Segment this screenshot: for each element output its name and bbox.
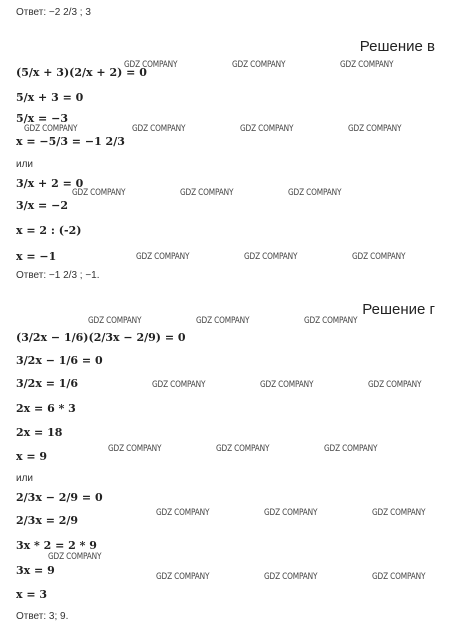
answer-v: Ответ: −1 2/3 ; −1.: [16, 270, 100, 281]
eq-v-4: x = −5/3 = −1 2/3: [16, 135, 125, 148]
watermark: GDZ COMPANY: [48, 552, 102, 562]
eq-g-8: 2/3x = 2/9: [16, 514, 79, 527]
answer-g: Ответ: 3; 9.: [16, 611, 69, 622]
watermark: GDZ COMPANY: [304, 316, 358, 326]
watermark: GDZ COMPANY: [288, 188, 342, 198]
eq-v-3: 5/x = −3: [16, 112, 68, 125]
answer-top: Ответ: −2 2/3 ; 3: [16, 7, 91, 18]
watermark: GDZ COMPANY: [124, 60, 178, 70]
eq-g-3: 3/2x = 1/6: [16, 377, 79, 390]
eq-v-1: (5/x + 3)(2/x + 2) = 0: [16, 66, 147, 79]
eq-v-7: x = 2 : (-2): [16, 224, 82, 237]
eq-g-1: (3/2x − 1/6)(2/3x − 2/9) = 0: [16, 331, 186, 344]
text-ili-g: или: [16, 473, 34, 484]
heading-solution-g: Решение г: [362, 301, 435, 318]
watermark: GDZ COMPANY: [348, 124, 402, 134]
watermark: GDZ COMPANY: [352, 252, 406, 262]
eq-v-8: x = −1: [16, 250, 57, 263]
watermark: GDZ COMPANY: [88, 316, 142, 326]
watermark: GDZ COMPANY: [156, 508, 210, 518]
watermark: GDZ COMPANY: [324, 444, 378, 454]
watermark: GDZ COMPANY: [368, 380, 422, 390]
eq-g-7: 2/3x − 2/9 = 0: [16, 491, 103, 504]
text-ili-v: или: [16, 159, 34, 170]
eq-g-5: 2x = 18: [16, 426, 63, 439]
watermark: GDZ COMPANY: [180, 188, 234, 198]
eq-v-2: 5/x + 3 = 0: [16, 91, 84, 104]
heading-solution-v: Решение в: [359, 38, 435, 55]
eq-g-6: x = 9: [16, 450, 48, 463]
eq-g-11: x = 3: [16, 588, 48, 601]
watermark: GDZ COMPANY: [108, 444, 162, 454]
watermark: GDZ COMPANY: [72, 188, 126, 198]
watermark: GDZ COMPANY: [372, 508, 426, 518]
eq-v-5: 3/x + 2 = 0: [16, 177, 84, 190]
watermark: GDZ COMPANY: [152, 380, 206, 390]
watermark: GDZ COMPANY: [260, 380, 314, 390]
watermark: GDZ COMPANY: [196, 316, 250, 326]
watermark: GDZ COMPANY: [340, 60, 394, 70]
eq-v-6: 3/x = −2: [16, 199, 68, 212]
eq-g-9: 3x * 2 = 2 * 9: [16, 539, 97, 552]
watermark: GDZ COMPANY: [232, 60, 286, 70]
eq-g-4: 2x = 6 * 3: [16, 402, 76, 415]
watermark: GDZ COMPANY: [372, 572, 426, 582]
watermark: GDZ COMPANY: [156, 572, 210, 582]
watermark: GDZ COMPANY: [216, 444, 270, 454]
eq-g-10: 3x = 9: [16, 564, 55, 577]
watermark: GDZ COMPANY: [24, 124, 78, 134]
watermark: GDZ COMPANY: [244, 252, 298, 262]
watermark: GDZ COMPANY: [240, 124, 294, 134]
watermark: GDZ COMPANY: [264, 508, 318, 518]
watermark: GDZ COMPANY: [264, 572, 318, 582]
eq-g-2: 3/2x − 1/6 = 0: [16, 354, 103, 367]
watermark: GDZ COMPANY: [136, 252, 190, 262]
watermark: GDZ COMPANY: [132, 124, 186, 134]
